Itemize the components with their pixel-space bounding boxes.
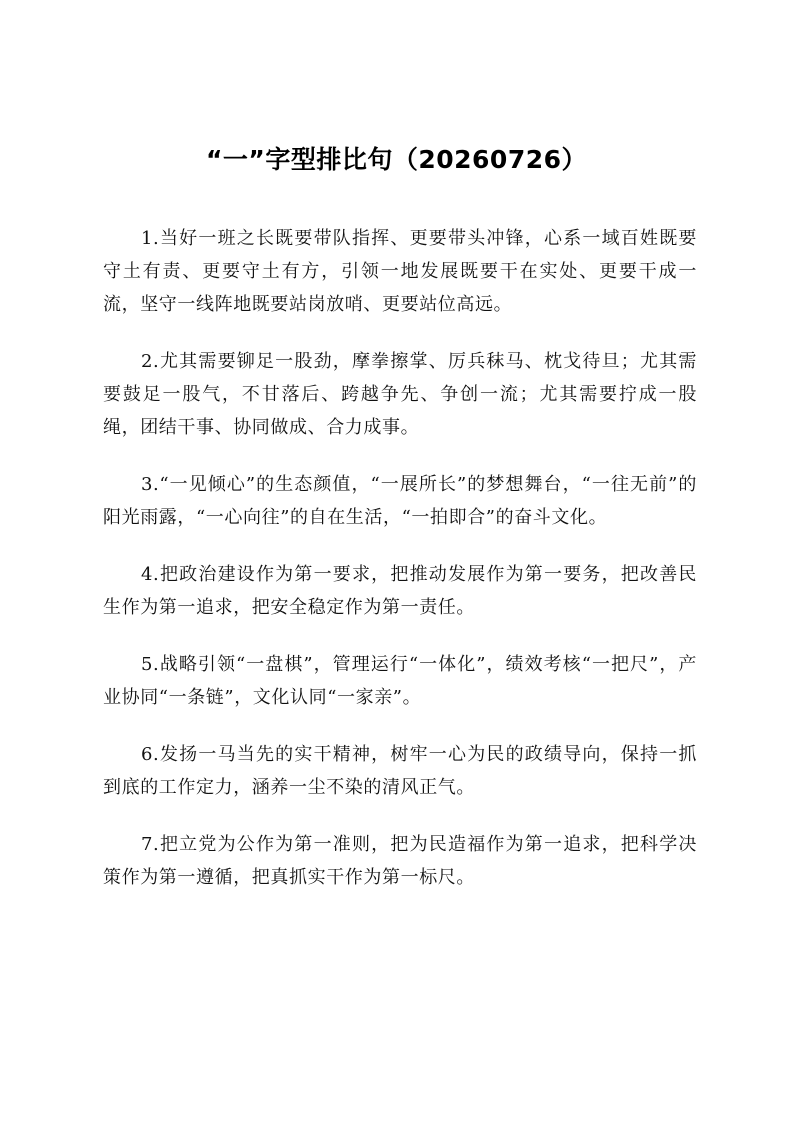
paragraph-3: 3.“一见倾心”的生态颜值，“一展所长”的梦想舞台，“一往无前”的阳光雨露，“一心向往”的自在生活，“一拍即合”的奋斗文化。 — [103, 474, 697, 528]
document-title: “一”字型排比句（20260726） — [205, 145, 588, 174]
paragraph-2: 2.尤其需要铆足一股劲，摩拳擦掌、厉兵秣马、枕戈待旦；尤其需要鼓足一股气，不甘落后、跨越争先、争创一流；尤其需要拧成一股绳，团结干事、协同做成、合力成事。 — [103, 351, 697, 438]
document-body — [103, 222, 697, 918]
paragraph-7: 7.把立党为公作为第一准则，把为民造福作为第一追求，把科学决策作为第一遵循，把真抓实干作为第一标尺。 — [103, 834, 697, 888]
paragraph-5: 5.战略引领“一盘棋”，管理运行“一体化”，绩效考核“一把尺”，产业协同“一条链”，文化认同“一家亲”。 — [103, 654, 697, 708]
paragraph-6: 6.发扬一马当先的实干精神，树牢一心为民的政绩导向，保持一抓到底的工作定力，涵养一尘不染的清风正气。 — [103, 744, 697, 798]
paragraph-4: 4.把政治建设作为第一要求，把推动发展作为第一要务，把改善民生作为第一追求，把安全稳定作为第一责任。 — [103, 564, 697, 618]
paragraph-1: 1.当好一班之长既要带队指挥、更要带头冲锋，心系一域百姓既要守土有责、更要守土有方，引领一地发展既要干在实处、更要干成一流，坚守一线阵地既要站岗放哨、更要站位高远。 — [103, 228, 697, 315]
